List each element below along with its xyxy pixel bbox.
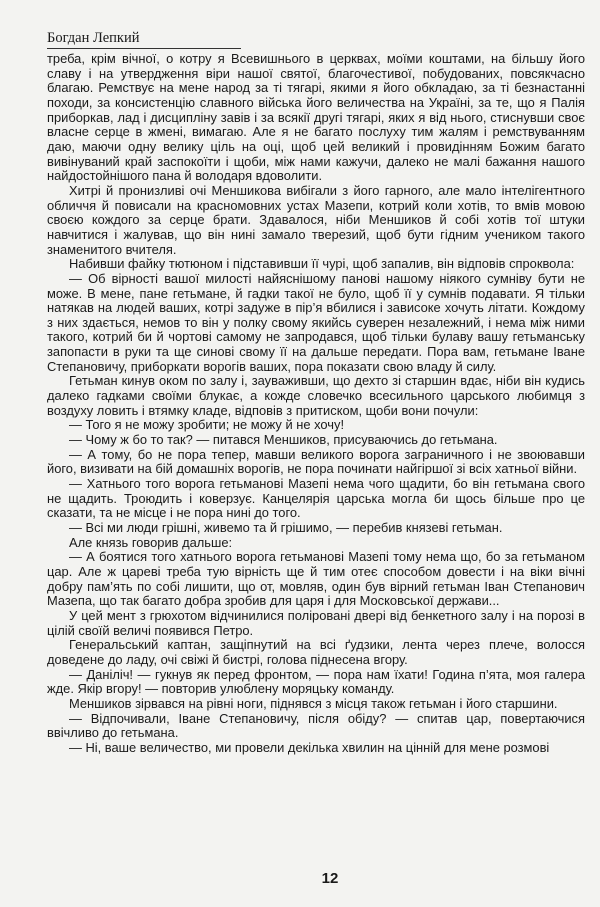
- paragraph: Хитрі й пронизливі очі Меншикова вибігали з його гарного, але мало інтелігентного обличчя й повисали на красномовних устах Мазепи, котрий коли хотів, то вмів мовою своєю кождого за серце брати. Здавалося, ніби Меншиков й собі хотів тої штуки навчитися і жалував, що він нині замало тверезий, щоб бути гідним учеником такого знаменитого вчителя.: [47, 182, 585, 257]
- paragraph: Набивши файку тютюном і підставивши її чурі, щоб запалив, він відповів спроквола:: [69, 256, 575, 272]
- paragraph: — Хатнього того ворога гетьманові Мазепі нема чого щадити, бо він гетьмана свого не щадить. Троюдить і коверзує. Канцелярія царська могла би щось більше про це сказати, та не місце і не пора нині до того.: [47, 476, 585, 521]
- paragraph: Гетьман кинув оком по залу і, зауваживши, що дехто зі старшин вдає, ніби він кудись далеко гадками своїми блукає, а кожде словечко всесильного царського любимця з воздуху ловить і втямку кладе, відповів з притиском, щоби вони почули:: [47, 373, 585, 418]
- paragraph: У цей мент з грюхотом відчинилися поліровані двері від бенкетного залу і на порозі в цілій своїй величі появився Петро.: [47, 607, 585, 638]
- paragraph: — Даніліч! — гукнув як перед фронтом, — пора нам їхати! Година п’ята, моя галера жде. Якір вгору! — повторив улюблену моряцьку команду.: [47, 666, 585, 697]
- paragraph: — Ні, ваше величество, ми провели декілька хвилин на цінній для мене розмові: [69, 739, 550, 755]
- page-body-text: [47, 52, 585, 756]
- paragraph: — Відпочивали, Іване Степановичу, після обіду? — спитав цар, повертаючися ввічливо до гетьмана.: [47, 710, 585, 741]
- paragraph: — А боятися того хатнього ворога гетьманові Мазепі тому нема що, бо за гетьманом цар. Але ж цареві треба тую вірність ще й тим отеє способом довести і на віки вічні добру пам’ять по собі лишити, що от, мовляв, один був вірний гетьман Іван Степанович Мазепа, що так багато добра зробив для царя і для Московської держави...: [47, 549, 585, 609]
- paragraph: Генеральський каптан, защіпнутий на всі ґудзики, лента через плече, волосся доведене до ладу, очі свіжі й бистрі, голова піднесена вгору.: [47, 637, 585, 667]
- paragraph: — Всі ми люди грішні, живемо та й грішимо, — перебив князеві гетьман.: [69, 520, 503, 535]
- paragraph: Меншиков зірвався на рівні ноги, піднявся з місця також гетьман і його старшини.: [69, 695, 558, 711]
- paragraph: — Об вірності вашої милості найяснішому панові нашому ніякого сумніву бути не може. В мене, пане гетьмане, й гадки такої не було, щоб її у сумнів подавати. Я тільки натякав на людей ваших, котрі задуже в пір’я вбилися і зависоке хочуть літати. Кождому з них здається, немов то він у полку свому якийсь суверен незалежний, і нема між ними такого, котрий би й чортові самому не запродався, щоб тільки булаву вашу гетьманську запопасти в руки та ще синові свому її на дальше передати. Пора вам, гетьмане Іване Степановичу, приборкати ворогів ваших, пора показати свою владу й силу.: [47, 270, 585, 374]
- paragraph: — А тому, бо не пора тепер, мавши великого ворога заграничного і не звоювавши його, визивати на бій домашніх ворогів, не пора починати найгіршої зі всіх хатньої війни.: [47, 446, 585, 477]
- paragraph: Але князь говорив дальше:: [69, 534, 233, 550]
- paragraph: — Того я не можу зробити; не можу й не хочу!: [69, 417, 345, 433]
- paragraph: треба, крім вічної, о котру я Всевишнього в церквах, моїми коштами, на більшу його славу і на утвердження віри нашої святої, благочестивої, побудованих, повсякчасно благаю. Ремствує на мене народ за ті тягарі, якими я його обкладаю, за ті безнастанні походи, за консистенцію славного війська його величества на Україні, за те, що я Палія приборкав, лад і дисципліну завів і за всякії другі тягарі, яких я від нього, стиснувши своє власне серце в жмені, вимагаю. Але я не багато послуху тим жалям і ремствуванням даю, маючи одну велику ціль на оці, щоб цей великий і провидінням Божим багато вивінуваний край заспокоїти і щоби, між нами кажучи, далеко не малі бажання нашого найдостойнішого пана й володаря вдоволити.: [47, 51, 585, 184]
- header-rule: [47, 48, 241, 49]
- running-header-author: Богдан Лепкий: [47, 30, 140, 46]
- paragraph: — Чому ж бо то так? — питався Меншиков, присуваючись до гетьмана.: [69, 432, 498, 448]
- page-number: 12: [321, 870, 339, 887]
